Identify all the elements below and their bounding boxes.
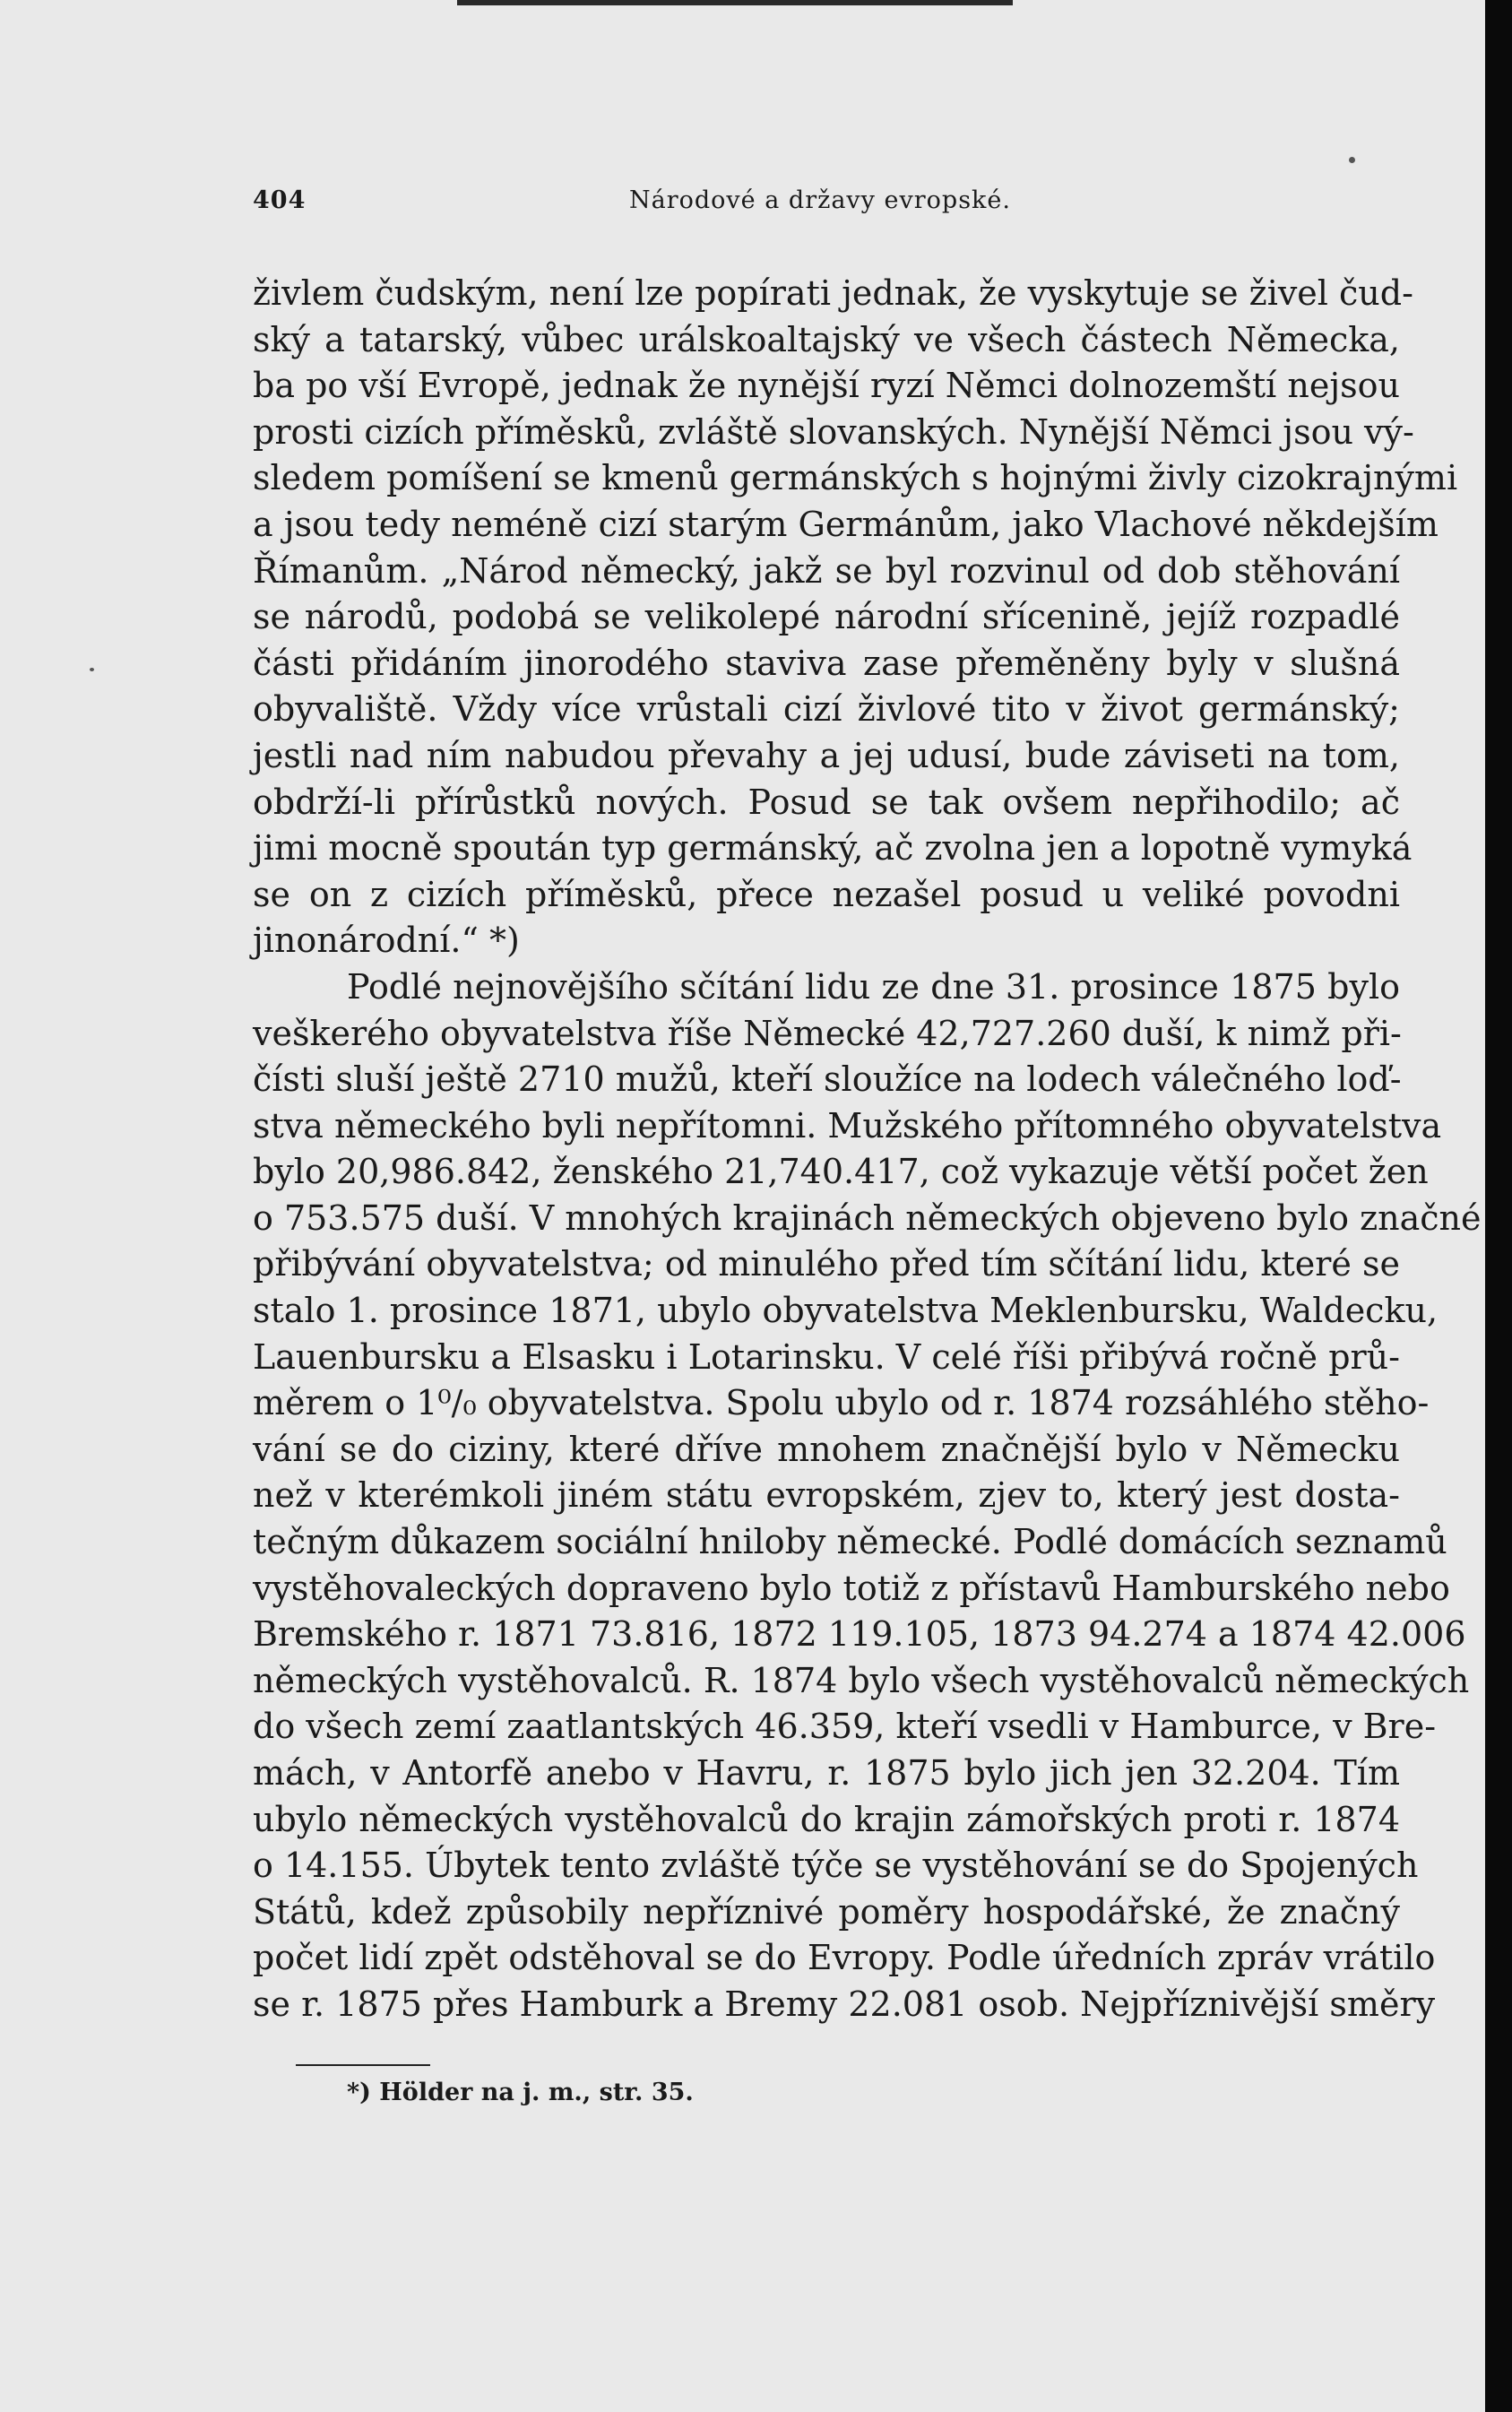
- text-line: než v kterémkoli jiném státu evropském, zjev to, který jest dosta-: [253, 1475, 1400, 1516]
- text-line: živlem čudským, není lze popírati jednak, že vyskytuje se živel čud-: [253, 273, 1413, 313]
- text-line: o 753.575 duší. V mnohých krajinách německých objeveno bylo značné: [253, 1197, 1482, 1238]
- footnote: *) Hölder na j. m., str. 35.: [347, 2078, 694, 2106]
- text-line: se on z cizích příměsků, přece nezašel posud u veliké povodni: [253, 874, 1400, 914]
- text-line: Bremského r. 1871 73.816, 1872 119.105, 1873 94.274 a 1874 42.006: [253, 1614, 1466, 1655]
- text-line: obyvaliště. Vždy více vrůstali cizí živlové tito v život germánský;: [253, 689, 1400, 730]
- footnote-divider: [296, 2064, 430, 2066]
- text-line: se národů, podobá se velikolepé národní sřícenině, jejíž rozpadlé: [253, 597, 1400, 637]
- text-line: Římanům. „Národ německý, jakž se byl rozvinul od dob stěhování: [253, 550, 1400, 591]
- text-line: Podlé nejnovějšího sčítání lidu ze dne 31. prosince 1875 bylo: [347, 966, 1400, 1007]
- text-line: Lauenbursku a Elsasku i Lotarinsku. V celé říši přibývá ročně prů-: [253, 1336, 1400, 1377]
- text-line: ubylo německých vystěhovalců do krajin zámořských proti r. 1874: [253, 1799, 1400, 1839]
- page-header: [253, 179, 1400, 224]
- text-line: sledem pomíšení se kmenů germánských s hojnými živly cizokrajnými: [253, 458, 1458, 498]
- text-line: přibývání obyvatelstva; od minulého před tím sčítání lidu, které se: [253, 1244, 1400, 1284]
- text-line: stalo 1. prosince 1871, ubylo obyvatelstva Meklenbursku, Waldecku,: [253, 1291, 1439, 1331]
- scan-edge-right: [1485, 0, 1512, 2412]
- text-line: ba po vší Evropě, jednak že nynější ryzí Němci dolnozemští nejsou: [253, 366, 1400, 406]
- text-line: vání se do ciziny, které dříve mnohem značnější bylo v Německu: [253, 1429, 1400, 1469]
- text-line: bylo 20,986.842, ženského 21,740.417, což vykazuje větší počet žen: [253, 1152, 1429, 1192]
- text-line: čísti sluší ještě 2710 mužů, kteří sloužíce na lodech válečného loď-: [253, 1059, 1402, 1100]
- text-line: mách, v Antorfě anebo v Havru, r. 1875 bylo jich jen 32.204. Tím: [253, 1753, 1400, 1793]
- scan-edge-top: [457, 0, 1013, 5]
- running-head: Národové a državy evropské.: [629, 186, 1011, 214]
- text-line: prosti cizích příměsků, zvláště slovanských. Nynější Němci jsou vý-: [253, 411, 1414, 452]
- scan-speck: [1349, 157, 1355, 163]
- text-line: Států, kdež způsobily nepříznivé poměry hospodářské, že značný: [253, 1891, 1400, 1932]
- text-line: se r. 1875 přes Hamburk a Bremy 22.081 osob. Nejpříznivější směry: [253, 1984, 1436, 2024]
- book-page: [253, 179, 1482, 2106]
- text-line: vystěhovaleckých dopraveno bylo totiž z přístavů Hamburského nebo: [253, 1568, 1450, 1608]
- text-line: o 14.155. Úbytek tento zvláště týče se vystěhování se do Spojených: [253, 1846, 1419, 1886]
- text-line: tečným důkazem sociální hniloby německé. Podlé domácích seznamů: [253, 1522, 1447, 1562]
- text-line: a jsou tedy neméně cizí starým Germánům, jako Vlachové někdejším: [253, 504, 1439, 544]
- text-line: počet lidí zpět odstěhoval se do Evropy. Podle úředních zpráv vrátilo: [253, 1938, 1436, 1978]
- text-line: jestli nad ním nabudou převahy a jej udusí, bude záviseti na tom,: [253, 735, 1400, 775]
- text-line: měrem o 1⁰/₀ obyvatelstva. Spolu ubylo od r. 1874 rozsáhlého stěho-: [253, 1383, 1430, 1423]
- text-line: jinonárodní.“ *): [253, 921, 520, 961]
- text-line: německých vystěhovalců. R. 1874 bylo všech vystěhovalců německých: [253, 1660, 1470, 1700]
- text-line: obdrží-li přírůstků nových. Posud se tak ovšem nepřihodilo; ač: [253, 782, 1400, 822]
- text-line: jimi mocně spoután typ germánský, ač zvolna jen a lopotně vymyká: [253, 828, 1413, 869]
- text-line: části přidáním jinorodého staviva zase přeměněny byly v slušná: [253, 643, 1400, 683]
- page-number: 404: [253, 186, 307, 214]
- text-line: do všech zemí zaatlantských 46.359, kteří vsedli v Hamburce, v Bre-: [253, 1707, 1437, 1747]
- scan-speck: [90, 668, 94, 671]
- text-line: veškerého obyvatelstva říše Německé 42,727.260 duší, k nimž při-: [253, 1013, 1402, 1053]
- body-text: [253, 271, 1482, 2028]
- text-line: ský a tatarský, vůbec urálskoaltajský ve všech částech Německa,: [253, 319, 1400, 359]
- text-line: stva německého byli nepřítomni. Mužského přítomného obyvatelstva: [253, 1105, 1442, 1145]
